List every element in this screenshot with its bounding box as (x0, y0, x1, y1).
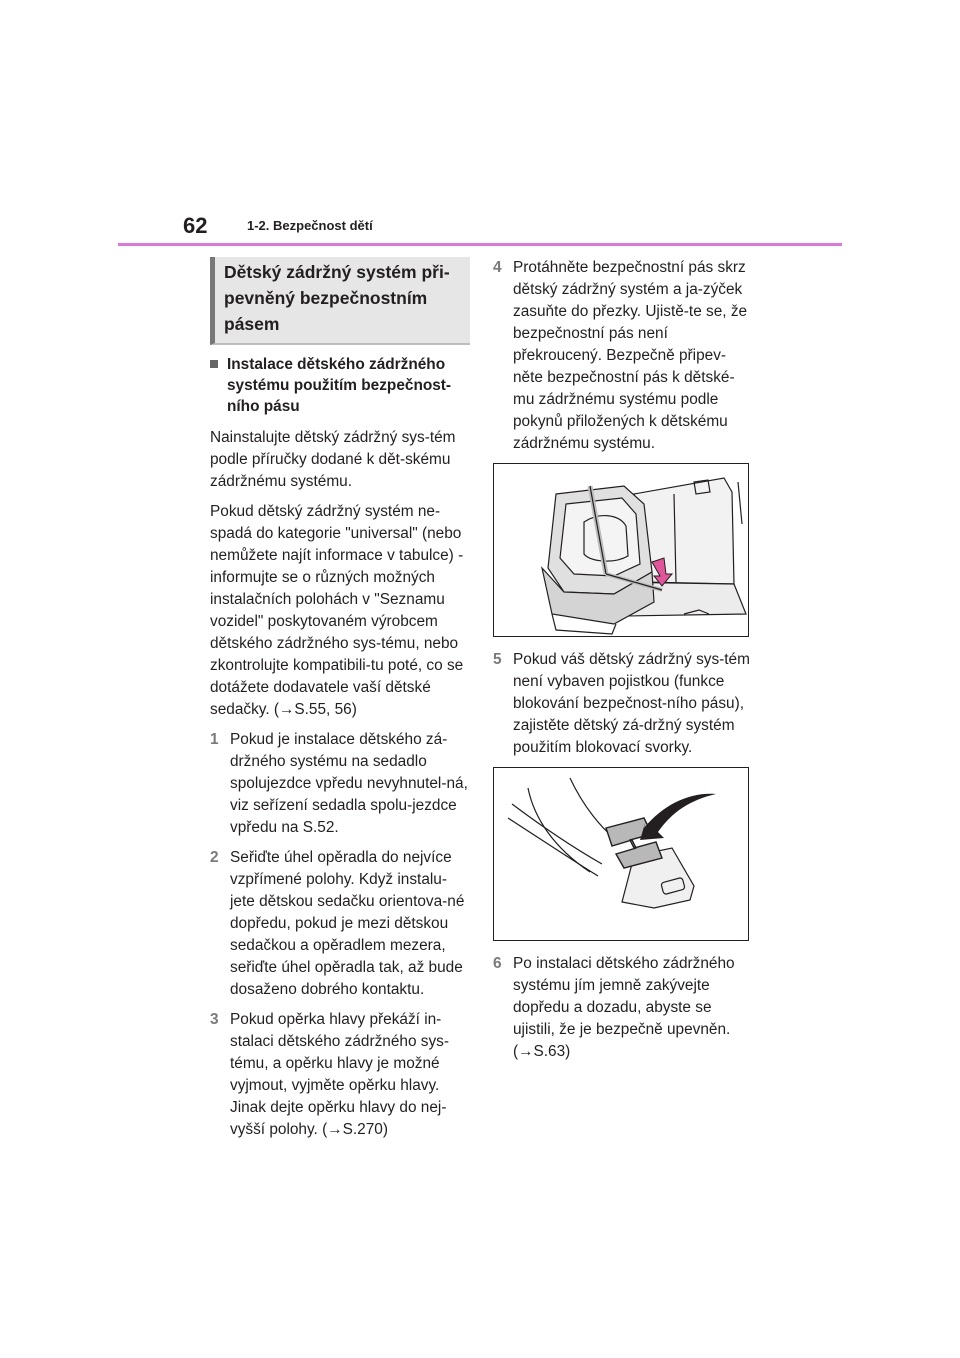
step-item (493, 257, 753, 455)
step-text: Seřiďte úhel opěradla do nejvíce vzpřímené polohy. Když instalu-jete dětskou sedačku orientova-né dopředu, pokud je mezi dětskou sedačkou a opěradlem mezera, seřiďte úhel opěradla tak, až bude dosaženo dobrého kontaktu. (230, 849, 465, 998)
step-item (493, 649, 753, 759)
child-seat-drawing (494, 464, 748, 636)
step-number: 2 (210, 849, 219, 866)
step-text: Pokud opěrka hlavy překáží in-stalaci dětského zádržného sys-tému, a opěrku hlavy je možné vyjmout, vyjměte opěrku hlavy. Jinak dejte opěrku hlavy do nej-vyšší polohy. (→S.270) (230, 1011, 450, 1138)
step-text: Pokud je instalace dětského zá-držného systému na sedadlo spolujezdce vpředu nevyhnutel-ná, viz seřízení sedadla spolu-jezdce vpředu na S.52. (230, 731, 468, 836)
step-text: Pokud váš dětský zádržný sys-tém není vybaven pojistkou (funkce blokování bezpečnost-ního pásu), zajistěte dětský zá-držný systém použitím blokovací svorky. (513, 651, 750, 756)
chapter-title: 1-2. Bezpečnost dětí (247, 218, 373, 233)
step-number: 6 (493, 955, 502, 972)
child-seat-illustration (493, 463, 749, 637)
square-bullet-icon (210, 360, 218, 368)
step-item (210, 1009, 470, 1141)
subsection-title: Instalace dětského zádržného systému použitím bezpečnost-ního pásu (227, 356, 452, 415)
locking-clip-illustration (493, 767, 749, 941)
step-number: 3 (210, 1011, 219, 1028)
intro-paragraph: Pokud dětský zádržný systém ne-spadá do kategorie "universal" (nebo nemůžete najít informace v tabulce) - informujte se o různých možných instalačních polohách v "Seznamu vozidel" poskytovaném výrobcem dětského zádržného sys-tému, nebo zkontrolujte kompatibili-tu poté, co se dotážete dodavatele vaší dětské sedačky. (→S.55, 56) (210, 503, 464, 718)
step-item (210, 847, 470, 1001)
locking-clip-drawing (494, 768, 748, 940)
left-column (210, 257, 470, 1149)
header-rule (118, 243, 842, 246)
step-number: 4 (493, 259, 502, 276)
intro-paragraph: Nainstalujte dětský zádržný sys-tém podle příručky dodané k dět-skému zádržnému systému. (210, 429, 456, 490)
step-text: Protáhněte bezpečnostní pás skrz dětský zádržný systém a ja-zýček zasuňte do přezky. Ujistě-te se, že bezpečnostní pás není překroucený. Bezpečně připev-něte bezpečnostní pás k dětské-mu zádržnému systému podle pokynů přiložených k dětskému zádržnému systému. (513, 259, 748, 452)
step-text: Po instalaci dětského zádržného systému jím jemně zakývejte dopředu a dozadu, abyste se ujistili, že je bezpečně upevněn. (→S.63) (513, 955, 735, 1060)
page-number: 62 (183, 213, 208, 238)
step-item (210, 729, 470, 839)
step-number: 5 (493, 651, 502, 668)
step-number: 1 (210, 731, 219, 748)
section-heading: Dětský zádržný systém při-pevněný bezpečnostním pásem (210, 257, 470, 345)
right-column (493, 257, 753, 1071)
subsection-heading (210, 354, 470, 417)
step-item (493, 953, 753, 1063)
